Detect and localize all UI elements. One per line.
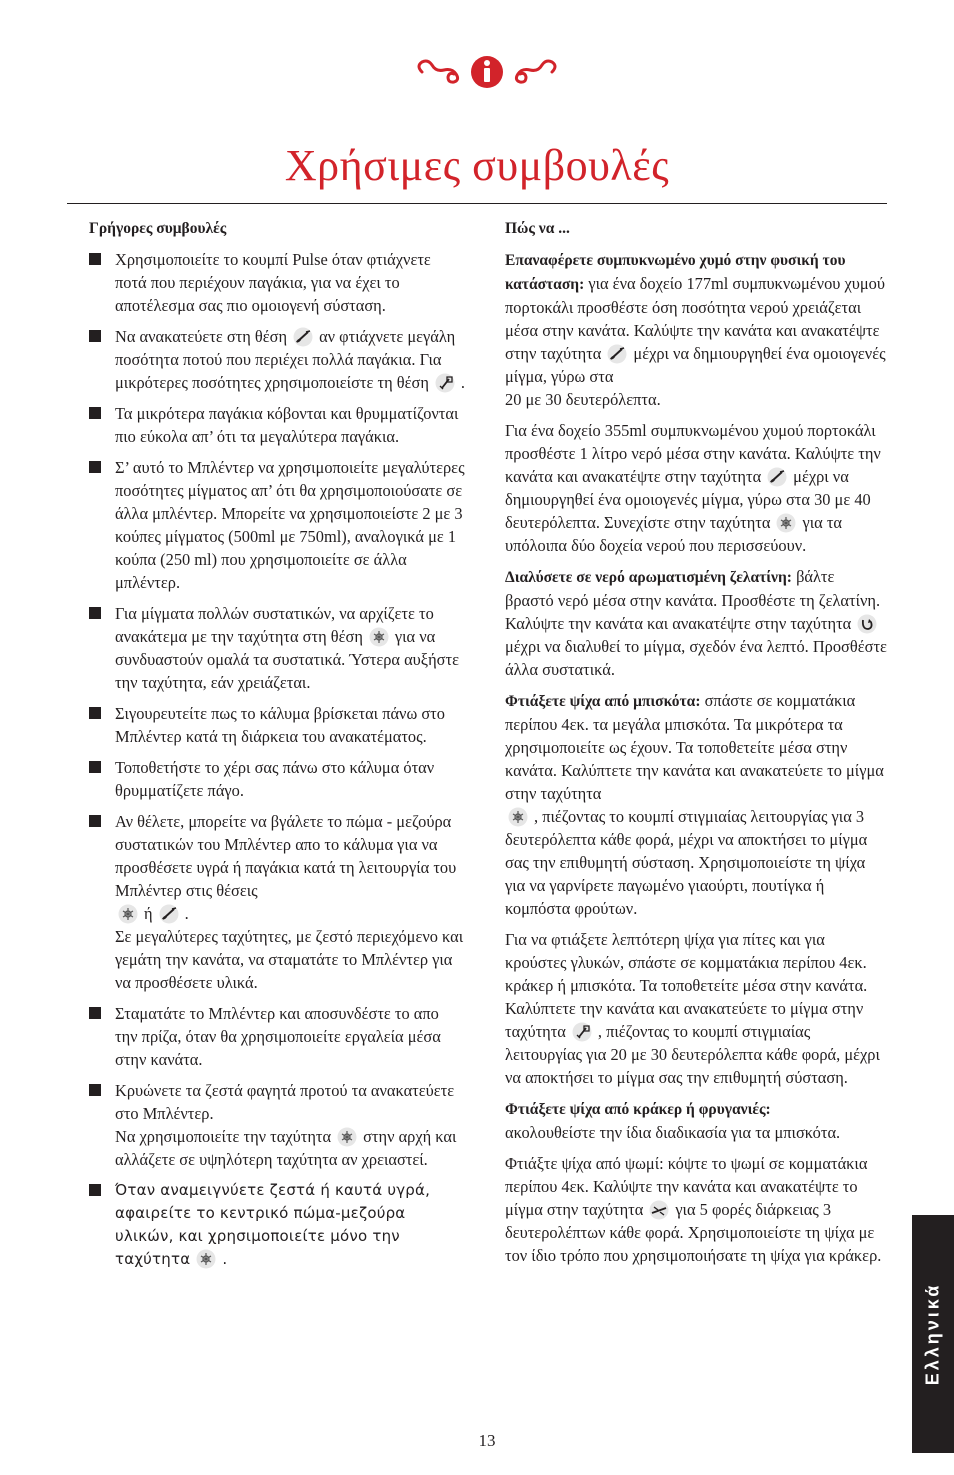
paragraph-concentrated-juice: Επαναφέρετε συμπυκνωμένο χυμό στην φυσική του κατάσταση: για ένα δοχείο 177ml συμπυκνωμένου χυμού πορτοκάλι προσθέστε όση ποσότητα νερού χρειάζεται μέσα στην κανάτα. Καλύψτε την κανάτα και ανακατέψτε στην ταχύτητα μέχρι να δημιουργηθεί ένα ομοιογενές μίγμα, γύρω στα 20 με 30 δευτερόλεπτα. <box>505 252 886 409</box>
quick-tips-heading: Γρήγορες συμβουλές <box>89 220 227 237</box>
quick-tips-list <box>89 248 465 1271</box>
bullet-square <box>89 761 101 773</box>
paragraph-bread-crumbs: Φτιάξτε ψίχα από ψωμί: κόψτε το ψωμί σε κομματάκια περίπου 4εκ. Καλύψτε την κανάτα και ανακατέψτε το μίγμα στην ταχύτητα για 5 φορές διάρκειας 3 δευτερολέπτων κάθε φορά. Χρησιμοποιείστε τη ψίχα με τον ίδιο τρόπο που χρησιμοποιήσατε τη ψίχα για κράκερ. <box>505 1154 882 1265</box>
language-tab <box>912 1215 954 1453</box>
list-item: Να ανακατεύετε στη θέση αν φτιάχνετε μεγάλη ποσότητα ποτού που περιέχει πολλά παγάκια. Για μικρότερες ποσότητες χρησιμοποιείστε τη θέση . <box>89 325 465 394</box>
bullet-square <box>89 1084 101 1096</box>
paragraph-juice-355ml: Για ένα δοχείο 355ml συμπυκνωμένου χυμού πορτοκάλι προσθέστε 1 λίτρο νερό μέσα στην κανάτα. Καλύψτε την κανάτα και ανακατέψτε στην ταχύτητα μέχρι να δημιουργηθεί ένα ομοιογενές μίγμα, γύρω στα 30 με 40 δευτερόλεπτα. Συνεχίστε στην ταχύτητα για τα υπόλοιπα δύο δοχεία νερού που περισσεύουν. <box>505 421 881 555</box>
language-tab-label: Ελληνικά <box>922 1282 943 1386</box>
bullet-square <box>89 815 101 827</box>
list-item: Σταματάτε το Μπλέντερ και αποσυνδέστε το απο την πρίζα, όταν θα χρησιμοποιείτε εργαλεία μέσα στην κανάτα. <box>89 1002 465 1071</box>
list-item: Για μίγματα πολλών συστατικών, να αρχίζετε το ανακάτεμα με την ταχύτητα στη θέση για να συνδυαστούν ομαλά τα συστατικά. Ύστερα αυξήστε την ταχύτητα, εάν χρειάζεται. <box>89 602 465 694</box>
title-divider <box>67 203 887 204</box>
stir-speed-icon <box>604 344 630 364</box>
decorative-info-ornament-icon <box>412 52 562 92</box>
ice-crush-speed-icon <box>366 627 392 647</box>
grate-speed-icon <box>432 373 458 393</box>
stir-speed-icon <box>764 467 790 487</box>
list-item: Κρυώνετε τα ζεστά φαγητά προτού τα ανακατεύετε στο Μπλέντερ. Να χρησιμοποιείτε την ταχύτητα στην αρχή και αλλάζετε σε υψηλότερη ταχύτητα αν χρειαστεί. <box>89 1079 465 1171</box>
bullet-square <box>89 607 101 619</box>
page-title: Χρήσιμες συμβουλές <box>284 141 670 190</box>
paragraph-cracker-crumbs: Φτιάξετε ψίχα από κράκερ ή φρυγανιές: ακολουθείστε την ίδια διαδικασία για τα μπισκότα. <box>505 1101 841 1142</box>
page-number: 13 <box>478 1431 496 1450</box>
ice-crush-speed-icon <box>334 1127 360 1147</box>
list-item: Σιγουρευτείτε πως το κάλυμα βρίσκεται πάνω στο Μπλέντερ κατά τη διάρκεια του ανακατέματος. <box>89 702 465 748</box>
how-to-column <box>505 217 887 1275</box>
chop-speed-icon <box>646 1200 672 1220</box>
list-item: Χρησιμοποιείτε το κουμπί Pulse όταν φτιάχνετε ποτά που περιέχουν παγάκια, για να έχει το αποτέλεσμα σας πιο ομοιογενή σύσταση. <box>89 248 465 317</box>
list-item: Τοποθετήστε το χέρι σας πάνω στο κάλυμα όταν θρυμματίζετε πάγο. <box>89 756 465 802</box>
bullet-square <box>89 1184 101 1196</box>
list-item: Σ’ αυτό το Μπλέντερ να χρησιμοποιείτε μεγαλύτερες ποσότητες μίγματος απ’ ότι θα χρησιμοποιούσατε σε άλλα μπλέντερ. Μπορείτε να χρησιμοποιείστε 2 με 3 κούπες μίγματος (500ml με 750ml), αναλογικά με 1 κούπα (250 ml) που χρησιμοποιείτε σε άλλα μπλέντερ. <box>89 456 465 594</box>
bullet-square <box>89 461 101 473</box>
grate-speed-icon <box>569 1022 595 1042</box>
bullet-square <box>89 707 101 719</box>
stir-speed-icon <box>290 327 316 347</box>
bullet-square <box>89 253 101 265</box>
quick-tips-column <box>89 217 465 1279</box>
bullet-square <box>89 407 101 419</box>
ice-crush-speed-icon <box>505 807 531 827</box>
list-item: Αν θέλετε, μπορείτε να βγάλετε το πώμα - μεζούρα συστατικών του Μπλέντερ απο το κάλυμα για να προσθέσετε υγρά ή παγάκια κατά τη λειτουργία του Μπλέντερ στις θέσεις ή . Σε μεγαλύτερες ταχύτητες, με ζεστό περιεχόμενο και γεμάτη την κανάτα, να σταματάτε το Μπλέντερ για να προσθέσετε υλικά. <box>89 810 465 994</box>
paragraph-fine-crumbs: Για να φτιάξετε λεπτότερη ψίχα για πίτες και για κρούστες γλυκών, σπάστε σε κομματάκια περίπου 4εκ. κράκερ ή μπισκότα. Τα τοποθετείτε μέσα στην κανάτα. Καλύπτετε την κανάτα και ανακατεύετε το μίγμα στην ταχύτητα , πιέζοντας το κουμπί στιγμιαίας λειτουργίας για 20 με 30 δευτερόλεπτα κάθε φορά, μέχρι να αποκτήσει το μίγμα σας την επιθυμητή σύσταση. <box>505 930 880 1087</box>
list-item: Τα μικρότερα παγάκια κόβονται και θρυμματίζονται πιο εύκολα απ’ ότι τα μεγαλύτερα παγάκια. <box>89 402 465 448</box>
paragraph-cookie-crumbs: Φτιάξετε ψίχα από μπισκότα: σπάστε σε κομματάκια περίπου 4εκ. τα μεγάλα μπισκότα. Τα μικρότερα τα χρησιμοποιείτε ως έχουν. Τα τοποθετείτε μέσα στην κανάτα. Καλύπτετε την κανάτα και ανακατεύετε το μίγμα στην ταχύτητα , πιέζοντας το κουμπί στιγμιαίας λειτουργίας για 3 δευτερόλεπτα κάθε φορά, μέχρι να αποκτήσει το μίγμα σας την επιθυμητή σύσταση. Χρησιμοποιείστε τη ψίχα για να γαρνίρετε παγωμένο γιαούρτι, πουτίγκα ή κομπόστα φρούτων. <box>505 691 884 918</box>
paragraph-gelatin: Διαλύσετε σε νερό αρωματισμένη ζελατίνη: βάλτε βραστό νερό μέσα στην κανάτα. Προσθέστε τη ζελατίνη. Καλύψτε την κανάτα και ανακατέψτε στην ταχύτηταμέχρι να διαλυθεί το μίγμα, σχεδόν ένα λεπτό. Προσθέστε άλλα συστατικά. <box>505 567 887 679</box>
ice-crush-speed-icon <box>773 513 799 533</box>
bullet-square <box>89 1007 101 1019</box>
ice-crush-speed-icon <box>115 904 141 924</box>
list-item: Όταν αναμειγνύετε ζεστά ή καυτά υγρά, αφαιρείτε το κεντρικό πώμα-μεζούρα υλικών, και χρησιμοποιείτε μόνο την ταχύτητα . <box>89 1179 465 1271</box>
bullet-square <box>89 330 101 342</box>
swirl-speed-icon <box>854 614 880 634</box>
ice-crush-speed-icon <box>193 1249 219 1269</box>
how-to-heading: Πώς να ... <box>505 220 570 237</box>
stir-speed-icon <box>156 904 182 924</box>
